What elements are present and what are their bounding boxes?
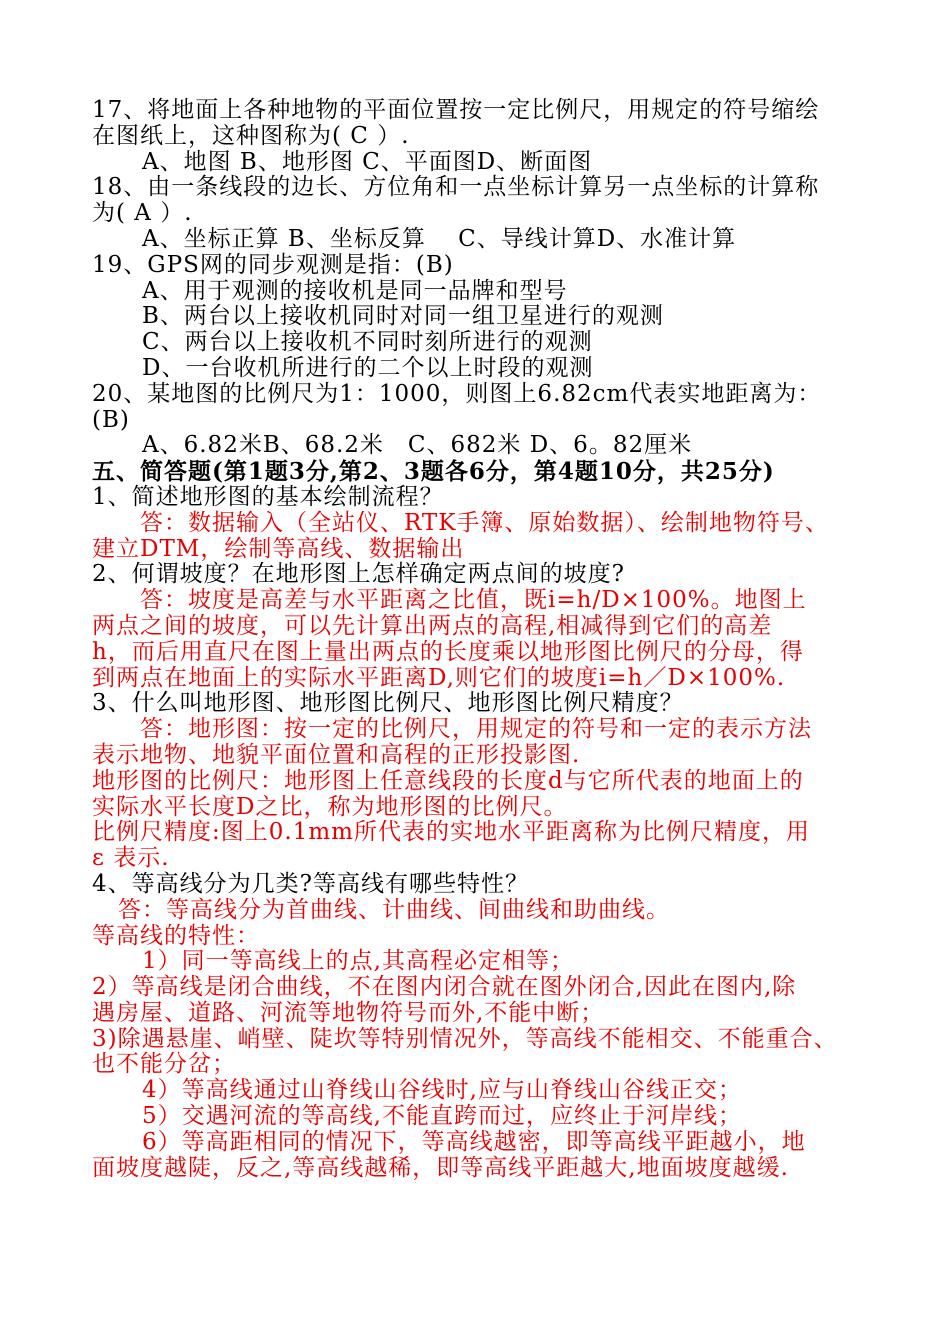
q19-stem: 19、GPS网的同步观测是指：(B) bbox=[92, 251, 454, 278]
q20-stem-line-1: 20、某地图的比例尺为1：1000，则图上6.82cm代表实地距离为： bbox=[92, 380, 822, 407]
q19-option-a: A、用于观测的接收机是同一品牌和型号 bbox=[142, 277, 568, 304]
s5-q2-answer-line-2: 两点之间的坡度，可以先计算出两点的高程,相减得到它们的高差 bbox=[92, 612, 773, 639]
s5-q4-property-6-line-1: 6）等高距相同的情况下，等高线越密，即等高线平距越小，地 bbox=[142, 1128, 806, 1155]
s5-q1-question: 1、简述地形图的基本绘制流程？ bbox=[92, 483, 444, 510]
document-page bbox=[92, 98, 892, 1181]
s5-q3-answer-line-3: 地形图的比例尺：地形图上任意线段的长度d与它所代表的地面上的 bbox=[92, 767, 804, 794]
s5-q3-question: 3、什么叫地形图、地形图比例尺、地形图比例尺精度？ bbox=[92, 690, 684, 717]
q20-stem-line-2: (B) bbox=[92, 406, 130, 433]
q17-stem-line-2: 在图纸上，这种图称为( C ）. bbox=[92, 122, 410, 149]
s5-q4-property-5: 5）交遇河流的等高线,不能直跨而过，应终止于河岸线； bbox=[142, 1103, 742, 1130]
q17-stem-line-1: 17、将地面上各种地物的平面位置按一定比例尺，用规定的符号缩绘 bbox=[92, 97, 820, 123]
q19-option-b: B、两台以上接收机同时对同一组卫星进行的观测 bbox=[142, 303, 664, 330]
q20-options: A、6.82米B、68.2米 C、682米 D、6。82厘米 bbox=[142, 432, 693, 459]
s5-q4-property-3-line-2: 也不能分岔； bbox=[92, 1051, 236, 1078]
s5-q2-answer-line-4: 到两点在地面上的实际水平距离D,则它们的坡度i=h／D×100%. bbox=[92, 664, 786, 691]
s5-q4-property-4: 4）等高线通过山脊线山谷线时,应与山脊线山谷线正交； bbox=[142, 1077, 742, 1104]
q18-stem-line-2: 为( A ）. bbox=[92, 200, 193, 227]
s5-q4-property-2-line-2: 遇房屋、道路、河流等地物符号而外,不能中断； bbox=[92, 999, 605, 1026]
s5-q3-answer-line-5: 比例尺精度:图上0.1mm所代表的实地水平距离称为比例尺精度，用 bbox=[92, 819, 810, 846]
s5-q4-property-1: 1）同一等高线上的点,其高程必定相等； bbox=[142, 948, 574, 975]
q18-stem-line-1: 18、由一条线段的边长、方位角和一点坐标计算另一点坐标的计算称 bbox=[92, 174, 820, 201]
q19-option-d: D、一台收机所进行的二个以上时段的观测 bbox=[142, 354, 594, 381]
q19-option-c: C、两台以上接收机不同时刻所进行的观测 bbox=[142, 329, 593, 356]
s5-q1-answer-line-1: 答：数据输入（全站仪、RTK手簿、原始数据）、绘制地物符号、 bbox=[140, 509, 829, 536]
s5-q4-question: 4、等高线分为几类?等高线有哪些特性？ bbox=[92, 870, 529, 897]
section-5-title: 五、简答题(第1题3分,第2、3题各6分，第4题10分，共25分) bbox=[92, 458, 775, 486]
q18-options: A、坐标正算 B、坐标反算 C、导线计算D、水准计算 bbox=[142, 225, 737, 252]
s5-q2-question: 2、何谓坡度？在地形图上怎样确定两点间的坡度? bbox=[92, 561, 625, 588]
q17-options: A、地图 B、地形图 C、平面图D、断面图 bbox=[142, 148, 593, 175]
s5-q3-answer-line-4: 实际水平长度D之比，称为地形图的比例尺。 bbox=[92, 793, 568, 820]
s5-q3-answer-line-1: 答：地形图：按一定的比例尺，用规定的符号和一定的表示方法 bbox=[140, 716, 812, 743]
s5-q4-answer-heading: 等高线的特性： bbox=[92, 922, 260, 949]
s5-q3-answer-line-6: ε 表示. bbox=[92, 845, 170, 872]
s5-q4-property-6-line-2: 面坡度越陡，反之,等高线越稀，即等高线平距越大,地面坡度越缓. bbox=[92, 1154, 789, 1181]
s5-q2-answer-line-3: h，而后用直尺在图上量出两点的长度乘以地形图比例尺的分母，得 bbox=[92, 638, 804, 665]
s5-q4-property-2-line-1: 2）等高线是闭合曲线，不在图内闭合就在图外闭合,因此在图内,除 bbox=[92, 974, 797, 1001]
s5-q3-answer-line-2: 表示地物、地貌平面位置和高程的正形投影图. bbox=[92, 741, 581, 768]
s5-q4-answer-intro: 答：等高线分为首曲线、计曲线、间曲线和助曲线。 bbox=[118, 896, 670, 923]
s5-q4-property-3-line-1: 3)除遇悬崖、峭壁、陡坎等特别情况外，等高线不能相交、不能重合、 bbox=[92, 1025, 838, 1052]
s5-q1-answer-line-2: 建立DTM，绘制等高线、数据输出 bbox=[92, 535, 465, 562]
s5-q2-answer-line-1: 答：坡度是高差与水平距离之比值，既i=h/D×100%。地图上 bbox=[140, 587, 807, 614]
